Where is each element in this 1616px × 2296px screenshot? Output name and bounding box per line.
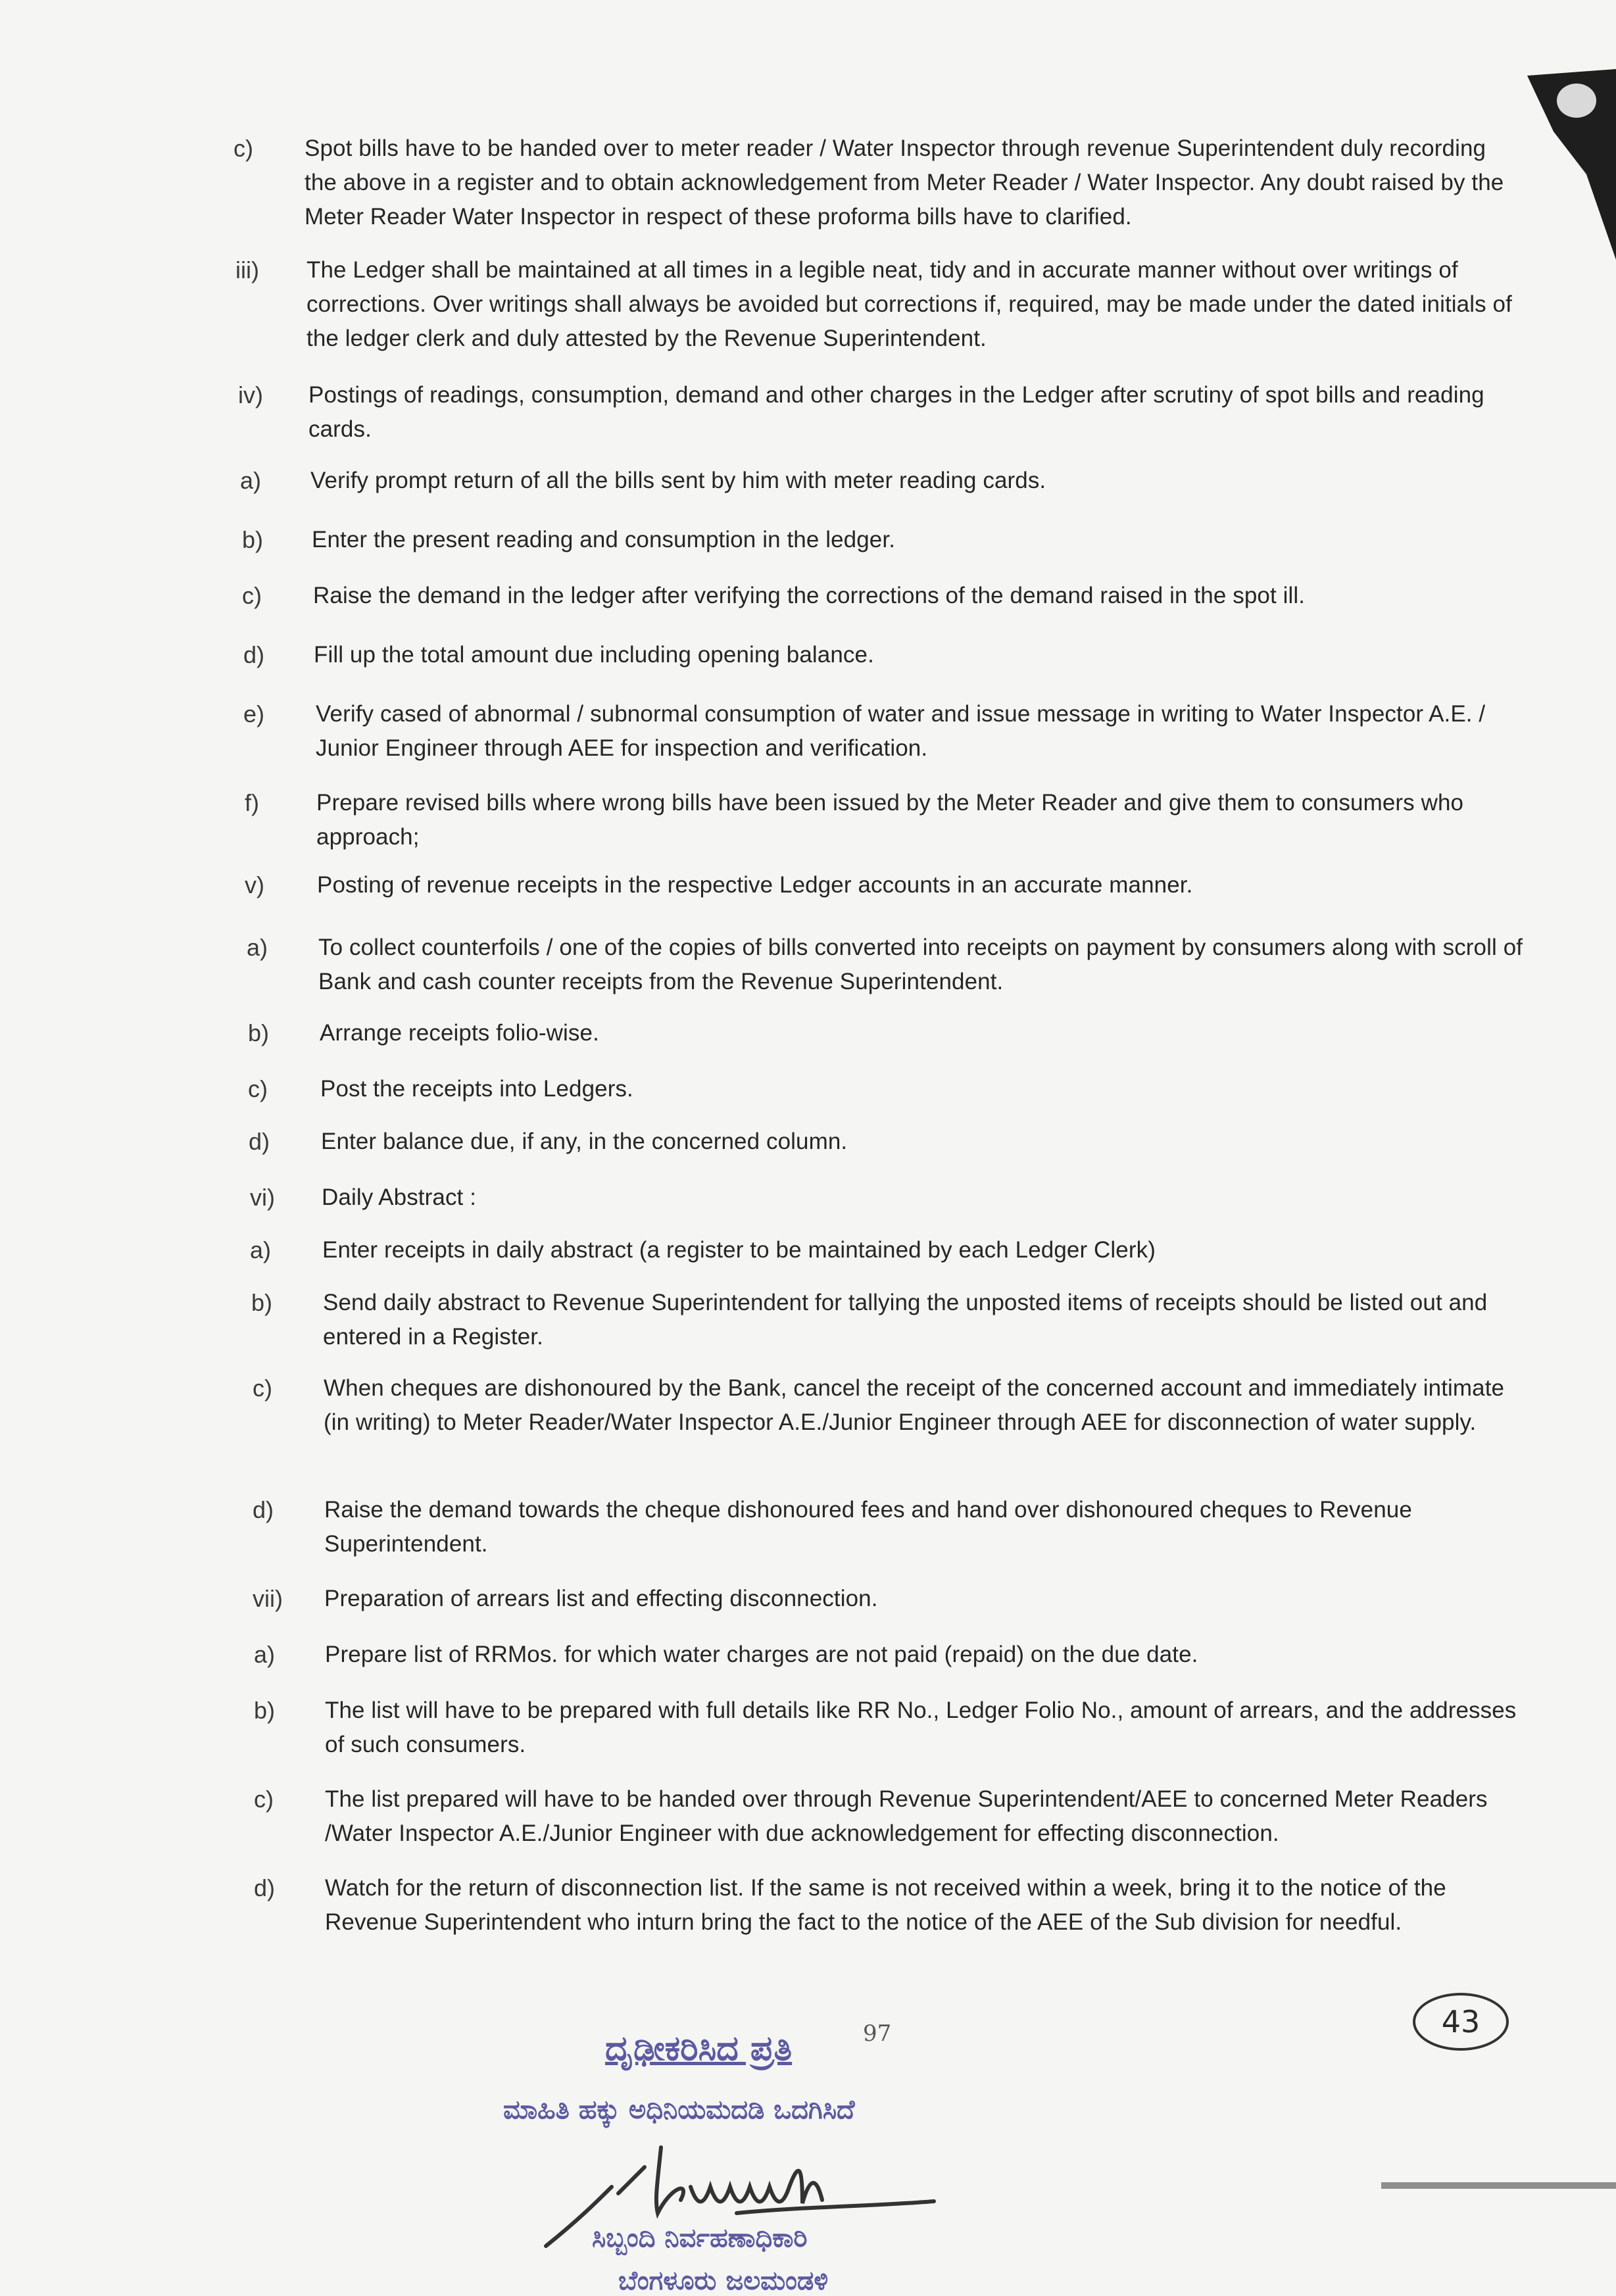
- item-text: Watch for the return of disconnection list. If the same is not received within a week, bring it to the notice of the Revenue Superintendent who inturn bring the fact to the notice of the AEE of the Sub division for needful.: [325, 1875, 1446, 1935]
- item-label: c): [242, 582, 262, 609]
- item-text: Verify cased of abnormal / subnormal consumption of water and issue message in writing to Water Inspector A.E. / Junior Engineer through AEE for inspection and verification.: [316, 701, 1486, 761]
- item-label: iv): [238, 381, 263, 408]
- item-text: Send daily abstract to Revenue Superintendent for tallying the unposted items of receipts should be listed out and entered in a Register.: [323, 1290, 1488, 1350]
- item-label: f): [245, 789, 259, 816]
- item-label: c): [254, 1786, 274, 1813]
- item-text: Verify prompt return of all the bills sent by him with meter reading cards.: [310, 468, 1046, 493]
- item-text: Enter receipts in daily abstract (a register to be maintained by each Ledger Clerk): [322, 1237, 1156, 1263]
- item-label: d): [253, 1496, 274, 1523]
- item-text: Fill up the total amount due including opening balance.: [314, 642, 874, 668]
- folio-number: 43: [1413, 1993, 1509, 2051]
- item-text: Posting of revenue receipts in the respective Ledger accounts in an accurate manner.: [317, 872, 1193, 898]
- item-text: Enter balance due, if any, in the concerned column.: [321, 1129, 848, 1154]
- item-label: a): [250, 1236, 272, 1263]
- item-label: b): [254, 1697, 276, 1724]
- organization-stamp: ಬೆಂಗಳೂರು ಜಲಮಂಡಳಿ: [618, 2266, 829, 2296]
- rti-stamp: ಮಾಹಿತಿ ಹಕ್ಕು ಅಧಿನಿಯಮದಡಿ ಒದಗಿಸಿದೆ: [503, 2095, 855, 2125]
- item-label: d): [243, 641, 265, 668]
- item-text: The Ledger shall be maintained at all times in a legible neat, tidy and in accurate manner without over writings of corrections. Over writings shall always be avoided but corrections if, required, may be made under the dated initials of the ledger clerk and duly attested by the Revenue Superintendent.: [306, 257, 1512, 351]
- item-label: v): [245, 871, 264, 898]
- item-text: Raise the demand towards the cheque dishonoured fees and hand over dishonoured cheques to Revenue Superintendent.: [324, 1497, 1412, 1557]
- item-label: e): [243, 700, 265, 727]
- item-label: b): [242, 526, 264, 553]
- scan-corner-mark: [1514, 69, 1616, 260]
- item-text: The list prepared will have to be handed over through Revenue Superintendent/AEE to concerned Meter Readers /Water Inspector A.E./Junior Engineer with due acknowledgement for effecting disconnection.: [325, 1786, 1488, 1846]
- item-label: b): [248, 1019, 270, 1046]
- item-label: d): [254, 1874, 276, 1901]
- item-label: a): [240, 467, 262, 494]
- item-text: Arrange receipts folio-wise.: [320, 1020, 599, 1046]
- item-label: c): [253, 1375, 272, 1402]
- item-label: a): [247, 934, 268, 961]
- item-label: c): [233, 135, 253, 162]
- item-text: Postings of readings, consumption, demand and other charges in the Ledger after scrutiny of spot bills and reading cards.: [308, 382, 1484, 442]
- item-text: Prepare list of RRMos. for which water charges are not paid (repaid) on the due date.: [325, 1642, 1198, 1667]
- item-text: Preparation of arrears list and effecting disconnection.: [324, 1586, 878, 1611]
- item-text: The list will have to be prepared with full details like RR No., Ledger Folio No., amount of arrears, and the addresses of such consumers.: [325, 1698, 1517, 1757]
- item-text: Raise the demand in the ledger after verifying the corrections of the demand raised in the spot ill.: [313, 583, 1306, 608]
- attested-copy-stamp: ದೃಢೀಕರಿಸಿದ ಪ್ರತಿ: [605, 2029, 793, 2068]
- scan-edge-line: [1381, 2182, 1616, 2189]
- item-text: Daily Abstract :: [322, 1185, 477, 1210]
- item-label: b): [251, 1289, 273, 1316]
- item-label: vii): [253, 1585, 283, 1612]
- page-number: 97: [863, 2020, 892, 2047]
- item-label: a): [254, 1641, 276, 1668]
- item-label: vi): [250, 1184, 275, 1211]
- item-label: c): [248, 1075, 268, 1102]
- item-text: Prepare revised bills where wrong bills have been issued by the Meter Reader and give them to consumers who approach;: [316, 790, 1464, 850]
- item-text: Post the receipts into Ledgers.: [320, 1076, 633, 1102]
- item-text: To collect counterfoils / one of the copies of bills converted into receipts on payment by consumers along with scroll of Bank and cash counter receipts from the Revenue Superintendent.: [318, 935, 1523, 994]
- item-label: iii): [235, 256, 259, 283]
- item-text: When cheques are dishonoured by the Bank, cancel the receipt of the concerned account and immediately intimate (in writing) to Meter Reader/Water Inspector A.E./Junior Engineer through AEE for disconnection of water supply.: [324, 1375, 1505, 1435]
- officer-designation-stamp: ಸಿಬ್ಬಂದಿ ನಿರ್ವಹಣಾಧಿಕಾರಿ: [592, 2223, 808, 2253]
- item-text: Enter the present reading and consumption in the ledger.: [312, 527, 896, 552]
- item-text: Spot bills have to be handed over to meter reader / Water Inspector through revenue Superintendent duly recording the above in a register and to obtain acknowledgement from Meter Reader / Water Inspector. Any doubt raised by the Meter Reader Water Inspector in respect of these proforma bills have to clarified.: [305, 135, 1504, 230]
- item-label: d): [249, 1128, 270, 1155]
